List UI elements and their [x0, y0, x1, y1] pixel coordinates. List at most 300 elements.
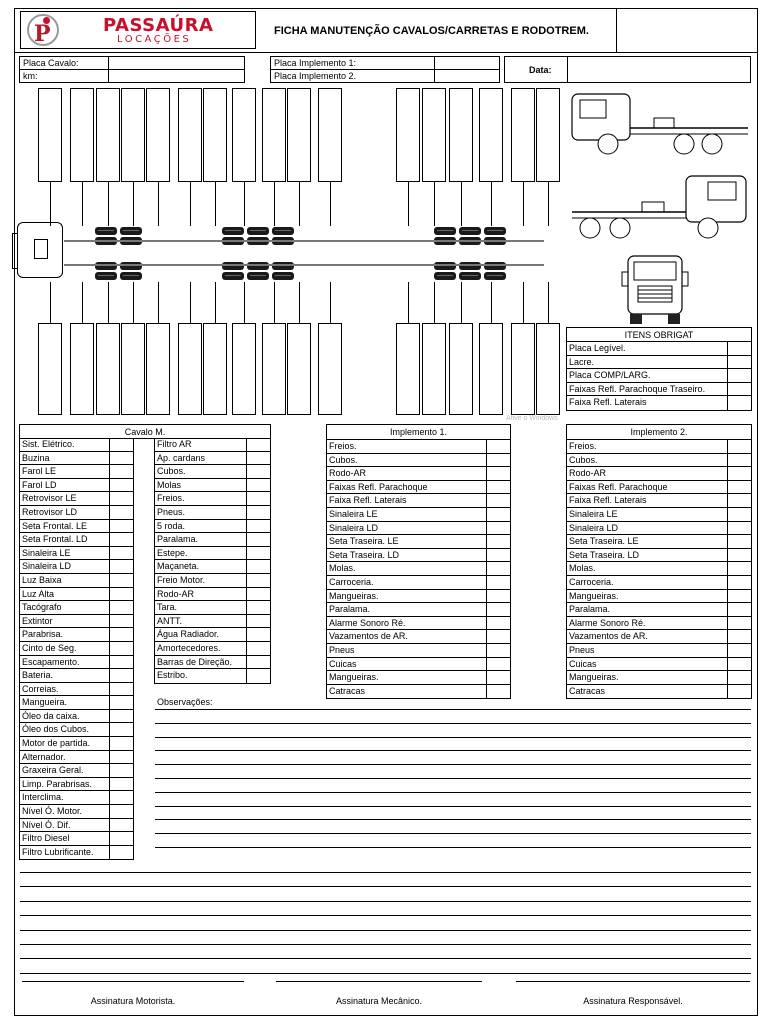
observation-line[interactable]: [155, 792, 751, 793]
checklist-checkbox[interactable]: [727, 494, 751, 507]
tyre-icon: [120, 227, 142, 235]
tyre-connector: [330, 282, 331, 323]
checklist-checkbox[interactable]: [486, 685, 510, 699]
checklist-item-label: Sinaleira LE: [22, 547, 71, 558]
checklist-checkbox[interactable]: [109, 506, 133, 519]
checklist-checkbox[interactable]: [246, 465, 270, 478]
tyre-field-top[interactable]: [396, 88, 420, 182]
tyre-connector: [274, 282, 275, 323]
checklist-checkbox[interactable]: [109, 615, 133, 628]
note-line[interactable]: [20, 901, 751, 902]
checklist-row: [20, 723, 133, 737]
tyre-field-bottom[interactable]: [232, 323, 256, 415]
tyre-connector: [408, 282, 409, 323]
checklist-item-label: Luz Baixa: [22, 574, 62, 585]
checklist-row: [20, 479, 133, 493]
checklist-row: [20, 696, 133, 710]
observation-line[interactable]: [155, 833, 751, 834]
checklist-row: [567, 658, 751, 672]
checklist-item-label: Catracas: [329, 685, 366, 696]
checklist-checkbox[interactable]: [246, 492, 270, 505]
tyre-connector: [215, 282, 216, 323]
tyre-connector: [548, 282, 549, 323]
checklist-checkbox[interactable]: [246, 628, 270, 641]
tyre-field-bottom[interactable]: [96, 323, 120, 415]
checklist-item-label: 5 roda.: [157, 520, 186, 531]
signature-line-responsavel[interactable]: [516, 981, 750, 982]
checklist-checkbox[interactable]: [486, 617, 510, 630]
checklist-item-label: Tara.: [157, 602, 178, 613]
checklist-checkbox[interactable]: [727, 440, 751, 453]
checklist-checkbox[interactable]: [727, 383, 751, 396]
checklist-checkbox[interactable]: [109, 492, 133, 505]
note-line[interactable]: [20, 886, 751, 887]
checklist-row: [155, 560, 270, 574]
tyre-field-bottom[interactable]: [536, 323, 560, 415]
truck-side-view-left: [568, 170, 754, 242]
tyre-field-top[interactable]: [449, 88, 473, 182]
checklist-checkbox[interactable]: [486, 440, 510, 453]
checklist-row: [567, 535, 751, 549]
note-line[interactable]: [20, 872, 751, 873]
tyre-field-bottom[interactable]: [287, 323, 311, 415]
tyre-field-top[interactable]: [422, 88, 446, 182]
itens-obrigatorios-table: [566, 327, 752, 411]
checklist-checkbox[interactable]: [109, 710, 133, 723]
checklist-checkbox[interactable]: [109, 628, 133, 641]
checklist-row: [567, 562, 751, 576]
checklist-checkbox[interactable]: [486, 494, 510, 507]
checklist-item-label: Filtro AR: [157, 439, 192, 449]
checklist-checkbox[interactable]: [246, 656, 270, 669]
tyre-connector: [50, 282, 51, 323]
tyre-field-bottom[interactable]: [449, 323, 473, 415]
tyre-icon: [95, 227, 117, 235]
checklist-row: [20, 465, 133, 479]
checklist-row: [155, 479, 270, 493]
checklist-checkbox[interactable]: [246, 601, 270, 614]
observation-line[interactable]: [155, 750, 751, 751]
tyre-icon: [222, 272, 244, 280]
tyre-field-top[interactable]: [232, 88, 256, 182]
observation-line[interactable]: [155, 806, 751, 807]
checklist-item-label: Parabrisa.: [22, 629, 64, 640]
note-line[interactable]: [20, 958, 751, 959]
checklist-row: [155, 656, 270, 670]
checklist-checkbox[interactable]: [486, 644, 510, 657]
checklist-item-label: Rodo-AR: [569, 468, 607, 479]
checklist-item-label: Mangueiras.: [329, 590, 379, 601]
checklist-item-label: Graxeira Geral.: [22, 765, 84, 776]
checklist-row: [155, 520, 270, 534]
checklist-row: [20, 805, 133, 819]
checklist-row: [327, 494, 510, 508]
checklist-row: [327, 522, 510, 536]
checklist-checkbox[interactable]: [727, 549, 751, 562]
checklist-checkbox[interactable]: [246, 588, 270, 601]
checklist-item-label: ANTT.: [157, 615, 183, 626]
observation-line[interactable]: [155, 737, 751, 738]
truck-cab-icon: [17, 222, 63, 278]
checklist-item-label: Óleo dos Cubos.: [22, 724, 90, 735]
tyre-field-bottom[interactable]: [146, 323, 170, 415]
checklist-checkbox[interactable]: [246, 669, 270, 683]
header-divider: [616, 8, 617, 53]
tyre-connector: [434, 282, 435, 323]
checklist-checkbox[interactable]: [109, 683, 133, 696]
checklist-row: [20, 642, 133, 656]
checklist-checkbox[interactable]: [486, 562, 510, 575]
checklist-checkbox[interactable]: [727, 644, 751, 657]
checklist-row: [327, 454, 510, 468]
checklist-row: [567, 685, 751, 699]
checklist-item-label: Nível Ó. Motor.: [22, 806, 83, 817]
checklist-item-label: Freios.: [157, 493, 185, 504]
checklist-item-label: Paralama.: [569, 604, 611, 615]
checklist-checkbox[interactable]: [727, 562, 751, 575]
checklist-checkbox[interactable]: [486, 549, 510, 562]
implemento-plate-box: [270, 56, 500, 83]
checklist-checkbox[interactable]: [486, 454, 510, 467]
tyre-icon: [272, 272, 294, 280]
checklist-checkbox[interactable]: [486, 535, 510, 548]
checklist-row: [327, 644, 510, 658]
checklist-checkbox[interactable]: [246, 615, 270, 628]
checklist-checkbox[interactable]: [246, 560, 270, 573]
observation-line[interactable]: [155, 709, 751, 710]
tyre-icon: [247, 272, 269, 280]
checklist-row: [567, 549, 751, 563]
checklist-checkbox[interactable]: [109, 560, 133, 573]
checklist-row: [20, 547, 133, 561]
header: [14, 8, 758, 53]
checklist-checkbox[interactable]: [109, 533, 133, 546]
checklist-item-label: Farol LE: [22, 466, 57, 477]
tyre-connector: [190, 282, 191, 323]
checklist-row: [567, 576, 751, 590]
observacoes-label: Observações:: [157, 697, 213, 707]
checklist-row: [327, 685, 510, 699]
tyre-icon: [484, 227, 506, 235]
checklist-item-label: Vazamentos de AR.: [329, 631, 408, 642]
tyre-field-top[interactable]: [203, 88, 227, 182]
checklist-checkbox[interactable]: [486, 467, 510, 480]
checklist-checkbox[interactable]: [486, 590, 510, 603]
checklist-item-label: Mangueira.: [22, 697, 68, 708]
tyre-field-top[interactable]: [70, 88, 94, 182]
logo-letter: P: [34, 21, 51, 47]
checklist-checkbox[interactable]: [727, 603, 751, 616]
checklist-checkbox[interactable]: [727, 630, 751, 643]
checklist-item-label: Água Radiador.: [157, 629, 220, 640]
checklist-checkbox[interactable]: [109, 479, 133, 492]
checklist-row: [327, 576, 510, 590]
checklist-checkbox[interactable]: [246, 520, 270, 533]
tyre-field-bottom[interactable]: [318, 323, 342, 415]
checklist-row: [155, 506, 270, 520]
checklist-checkbox[interactable]: [246, 479, 270, 492]
note-line[interactable]: [20, 930, 751, 931]
checklist-checkbox[interactable]: [727, 467, 751, 480]
checklist-item-label: Retrovisor LD: [22, 506, 78, 517]
checklist-checkbox[interactable]: [246, 506, 270, 519]
checklist-item-label: Estribo.: [157, 670, 188, 681]
checklist-item-label: Sinaleira LE: [569, 508, 618, 519]
tyre-icon: [95, 272, 117, 280]
checklist-checkbox[interactable]: [727, 342, 751, 355]
checklist-item-label: Placa COMP/LARG.: [569, 370, 651, 381]
tyre-connector: [491, 182, 492, 226]
checklist-checkbox[interactable]: [109, 723, 133, 736]
checklist-item-label: Tacógrafo: [22, 602, 62, 613]
cavalo-table-title: Cavalo M.: [19, 424, 271, 439]
signature-motorista-label: Assinatura Motorista.: [90, 996, 176, 1006]
checklist-item-label: Alternador.: [22, 751, 66, 762]
checklist-checkbox[interactable]: [727, 522, 751, 535]
tyre-connector: [330, 182, 331, 226]
checklist-item-label: Pneus.: [157, 506, 186, 517]
tyre-connector: [274, 182, 275, 226]
checklist-item-label: Mangueiras.: [569, 672, 619, 683]
cavalo-plate-box: [19, 56, 245, 83]
checklist-item-label: Buzina: [22, 452, 50, 463]
checklist-checkbox[interactable]: [109, 656, 133, 669]
checklist-checkbox[interactable]: [486, 508, 510, 521]
checklist-row: [567, 494, 751, 508]
observation-line[interactable]: [155, 723, 751, 724]
checklist-checkbox[interactable]: [109, 751, 133, 764]
checklist-item-label: Sinaleira LD: [329, 522, 379, 533]
tyre-field-bottom[interactable]: [70, 323, 94, 415]
checklist-checkbox[interactable]: [109, 547, 133, 560]
checklist-checkbox[interactable]: [109, 642, 133, 655]
checklist-item-label: Faixas Refl. Parachoque: [329, 481, 428, 492]
tyre-field-top[interactable]: [96, 88, 120, 182]
tyre-field-top[interactable]: [178, 88, 202, 182]
tyre-field-top[interactable]: [121, 88, 145, 182]
checklist-row: [327, 617, 510, 631]
checklist-item-label: Estepe.: [157, 547, 188, 558]
checklist-item-label: Freios.: [329, 441, 357, 451]
checklist-checkbox[interactable]: [109, 669, 133, 682]
checklist-checkbox[interactable]: [727, 576, 751, 589]
checklist-checkbox[interactable]: [727, 396, 751, 410]
note-line[interactable]: [20, 944, 751, 945]
checklist-checkbox[interactable]: [246, 438, 270, 451]
tyre-connector: [133, 282, 134, 323]
checklist-checkbox[interactable]: [727, 369, 751, 382]
windows-watermark: Ative o Windows: [506, 415, 558, 422]
checklist-item-label: Extintor: [22, 615, 53, 626]
checklist-row: [327, 440, 510, 454]
observation-line[interactable]: [155, 819, 751, 820]
checklist-row: [20, 819, 133, 833]
note-line[interactable]: [20, 915, 751, 916]
observation-line[interactable]: [155, 764, 751, 765]
checklist-row: [20, 520, 133, 534]
checklist-checkbox[interactable]: [486, 481, 510, 494]
logo-emblem-icon: [27, 14, 59, 46]
observation-line[interactable]: [155, 778, 751, 779]
observation-line[interactable]: [155, 847, 751, 848]
tyre-field-top[interactable]: [146, 88, 170, 182]
tyre-field-bottom[interactable]: [121, 323, 145, 415]
checklist-checkbox[interactable]: [109, 696, 133, 709]
checklist-row: [567, 603, 751, 617]
checklist-row: [567, 342, 751, 356]
tyre-field-bottom[interactable]: [479, 323, 503, 415]
checklist-row: [155, 452, 270, 466]
signature-line-motorista[interactable]: [22, 981, 244, 982]
checklist-checkbox[interactable]: [486, 658, 510, 671]
checklist-checkbox[interactable]: [109, 819, 133, 832]
implemento1-table: [326, 424, 511, 699]
checklist-item-label: Interclima.: [22, 792, 64, 803]
checklist-item-label: Mangueiras.: [569, 590, 619, 601]
tyre-connector: [523, 282, 524, 323]
signature-mecanico-label: Assinatura Mecânico.: [335, 996, 423, 1006]
checklist-checkbox[interactable]: [246, 574, 270, 587]
chassis-rail: [64, 240, 544, 242]
checklist-checkbox[interactable]: [486, 603, 510, 616]
checklist-item-label: Molas.: [329, 563, 356, 574]
checklist-item-label: Mangueiras.: [329, 672, 379, 683]
tyre-field-top[interactable]: [536, 88, 560, 182]
tyre-connector: [215, 182, 216, 226]
checklist-item-label: Paralama.: [329, 604, 371, 615]
tyre-connector: [108, 182, 109, 226]
tyre-field-top[interactable]: [479, 88, 503, 182]
tyre-connector: [158, 182, 159, 226]
checklist-checkbox[interactable]: [109, 452, 133, 465]
checklist-checkbox[interactable]: [109, 574, 133, 587]
checklist-row: [567, 617, 751, 631]
checklist-item-label: Pneus: [329, 644, 355, 655]
checklist-row: [20, 669, 133, 683]
tyre-connector: [548, 182, 549, 226]
checklist-checkbox[interactable]: [109, 832, 133, 845]
checklist-checkbox[interactable]: [727, 617, 751, 630]
tyre-field-top[interactable]: [318, 88, 342, 182]
tyre-field-bottom[interactable]: [262, 323, 286, 415]
checklist-checkbox[interactable]: [727, 658, 751, 671]
checklist-checkbox[interactable]: [109, 737, 133, 750]
checklist-checkbox[interactable]: [486, 522, 510, 535]
checklist-row: [155, 669, 270, 683]
checklist-checkbox[interactable]: [246, 452, 270, 465]
tyre-field-top[interactable]: [38, 88, 62, 182]
checklist-checkbox[interactable]: [727, 671, 751, 684]
tyre-field-bottom[interactable]: [203, 323, 227, 415]
tyre-connector: [50, 182, 51, 226]
checklist-checkbox[interactable]: [109, 588, 133, 601]
checklist-checkbox[interactable]: [246, 547, 270, 560]
tyre-connector: [244, 282, 245, 323]
checklist-row: [20, 615, 133, 629]
checklist-checkbox[interactable]: [727, 356, 751, 369]
tyre-icon: [434, 227, 456, 235]
tyre-field-bottom[interactable]: [178, 323, 202, 415]
checklist-checkbox[interactable]: [109, 438, 133, 451]
checklist-checkbox[interactable]: [727, 454, 751, 467]
checklist-row: [567, 467, 751, 481]
checklist-row: [327, 562, 510, 576]
checklist-checkbox[interactable]: [109, 520, 133, 533]
checklist-row: [327, 549, 510, 563]
checklist-row: [155, 601, 270, 615]
tyre-field-bottom[interactable]: [38, 323, 62, 415]
checklist-checkbox[interactable]: [109, 846, 133, 860]
checklist-checkbox[interactable]: [727, 535, 751, 548]
checklist-item-label: Alarme Sonoro Ré.: [569, 617, 646, 628]
truck-front-view: [620, 252, 690, 328]
checklist-checkbox[interactable]: [246, 533, 270, 546]
checklist-item-label: Filtro Diesel: [22, 833, 70, 844]
checklist-item-label: Cubos.: [157, 466, 186, 477]
tyre-field-top[interactable]: [262, 88, 286, 182]
tyre-field-top[interactable]: [287, 88, 311, 182]
tyre-field-bottom[interactable]: [511, 323, 535, 415]
checklist-checkbox[interactable]: [486, 576, 510, 589]
checklist-checkbox[interactable]: [727, 590, 751, 603]
checklist-checkbox[interactable]: [727, 685, 751, 699]
checklist-checkbox[interactable]: [727, 508, 751, 521]
checklist-row: [20, 737, 133, 751]
checklist-item-label: Escapamento.: [22, 656, 80, 667]
checklist-row: [155, 465, 270, 479]
checklist-checkbox[interactable]: [109, 601, 133, 614]
checklist-checkbox[interactable]: [109, 791, 133, 804]
checklist-item-label: Cuicas: [329, 658, 357, 669]
tyre-connector: [491, 282, 492, 323]
checklist-row: [20, 628, 133, 642]
tyre-connector: [461, 282, 462, 323]
checklist-checkbox[interactable]: [246, 642, 270, 655]
tyre-field-bottom[interactable]: [422, 323, 446, 415]
checklist-row: [567, 454, 751, 468]
checklist-checkbox[interactable]: [109, 465, 133, 478]
checklist-checkbox[interactable]: [727, 481, 751, 494]
note-line[interactable]: [20, 973, 751, 974]
checklist-item-label: Sist. Elétrico.: [22, 439, 75, 449]
tyre-field-bottom[interactable]: [396, 323, 420, 415]
company-logo: [20, 11, 256, 49]
checklist-row: [20, 438, 133, 452]
checklist-row: [20, 506, 133, 520]
checklist-row: [20, 574, 133, 588]
checklist-checkbox[interactable]: [109, 778, 133, 791]
checklist-checkbox[interactable]: [109, 764, 133, 777]
signature-line-mecanico[interactable]: [276, 981, 482, 982]
checklist-row: [155, 533, 270, 547]
checklist-row: [327, 671, 510, 685]
checklist-checkbox[interactable]: [486, 671, 510, 684]
checklist-row: [20, 492, 133, 506]
checklist-checkbox[interactable]: [109, 805, 133, 818]
checklist-row: [567, 671, 751, 685]
checklist-row: [155, 628, 270, 642]
checklist-item-label: Filtro Lubrificante.: [22, 846, 94, 857]
tyre-connector: [190, 182, 191, 226]
checklist-row: [327, 630, 510, 644]
checklist-item-label: Molas.: [569, 563, 596, 574]
implemento2-table: [566, 424, 752, 699]
tyre-field-top[interactable]: [511, 88, 535, 182]
tyre-connector: [133, 182, 134, 226]
checklist-checkbox[interactable]: [486, 630, 510, 643]
tyre-icon: [459, 272, 481, 280]
checklist-row: [20, 832, 133, 846]
